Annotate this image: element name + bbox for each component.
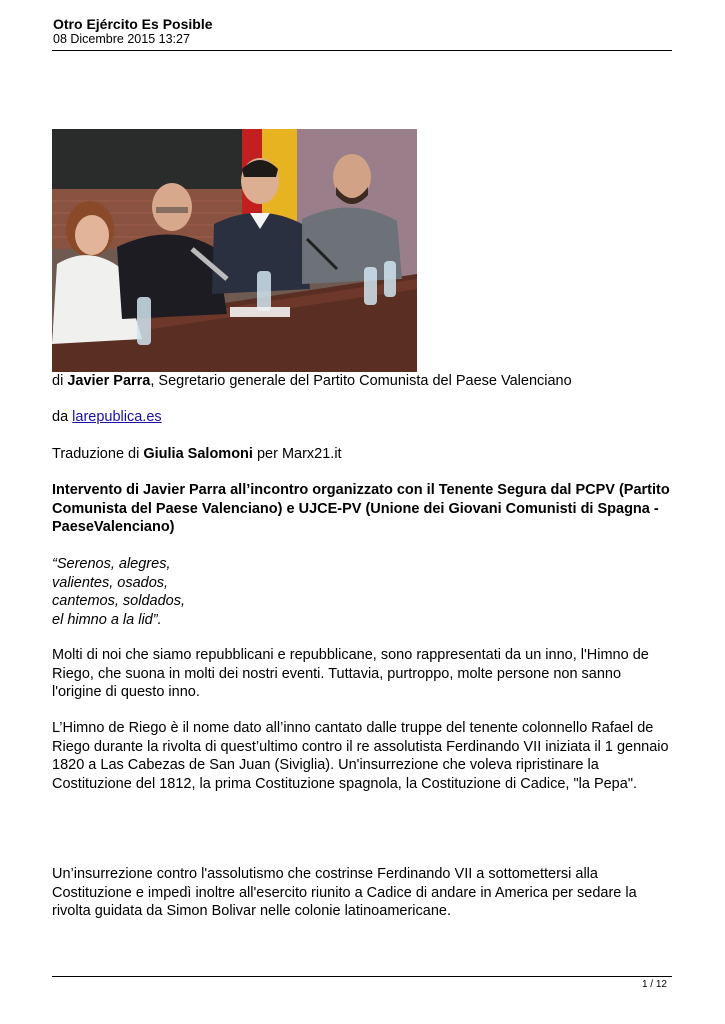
author-name: Javier Parra (67, 373, 151, 389)
paragraph: L’Himno de Riego è il nome dato all’inno cantato dalle truppe del tenente colonnello Rafael de Riego durante la rivolta di quest’ultimo contro il re assolutista Ferdinando VII iniziata il 1 gennaio 1820 a Las Cabezas de San Juan (Siviglia). Un'insurrezione che voleva ripristinare la Costituzione del 1812, la prima Costituzione spagnola, la Costituzione di Cadice, "la Pepa". (52, 720, 669, 792)
verse-line: cantemos, soldados, (52, 593, 185, 609)
verse-line: el himno a la lid”. (52, 611, 162, 628)
translation-line: Traduzione di Giulia Salomoni per Marx21.it (52, 446, 342, 462)
intro-heading: Intervento di Javier Parra all’incontro organizzato con il Tenente Segura dal PCPV (Partito Comunista del Paese Valenciano) e UJCE-PV (Unione dei Giovani Comunisti di Spagna - PaeseValenciano) (52, 482, 670, 535)
page-number: 1 / 12 (641, 979, 667, 990)
paragraph: Un’insurrezione contro l'assolutismo che costrinse Ferdinando VII a sottomettersi alla Costituzione e impedì inoltre all'esercito riunito a Cadice di andare in America per sedare la rivolta guidata da Simon Bolivar nelle colonie latinoamericane. (52, 866, 637, 919)
header-rule (52, 50, 672, 51)
verse-block (52, 555, 672, 629)
translator-name: Giulia Salomoni (143, 446, 253, 462)
header-title: Otro Ejército Es Posible (53, 16, 213, 32)
footer-rule (52, 976, 672, 977)
verse-line: “Serenos, alegres, (52, 556, 171, 572)
paragraph: Molti di noi che siamo repubblicani e repubblicane, sono rappresentati da un inno, l'Himno de Riego, che suona in molti dei nostri eventi. Tuttavia, purtroppo, molte persone non sanno l'origine di questo inno. (52, 647, 649, 700)
verse-line: valientes, osados, (52, 574, 169, 591)
header-date: 08 Dicembre 2015 13:27 (53, 32, 190, 46)
source-link[interactable]: larepublica.es (72, 409, 162, 425)
source-line: da larepublica.es (52, 409, 162, 425)
byline: di Javier Parra, Segretario generale del Partito Comunista del Paese Valenciano (52, 373, 572, 389)
article-photo (52, 129, 417, 372)
